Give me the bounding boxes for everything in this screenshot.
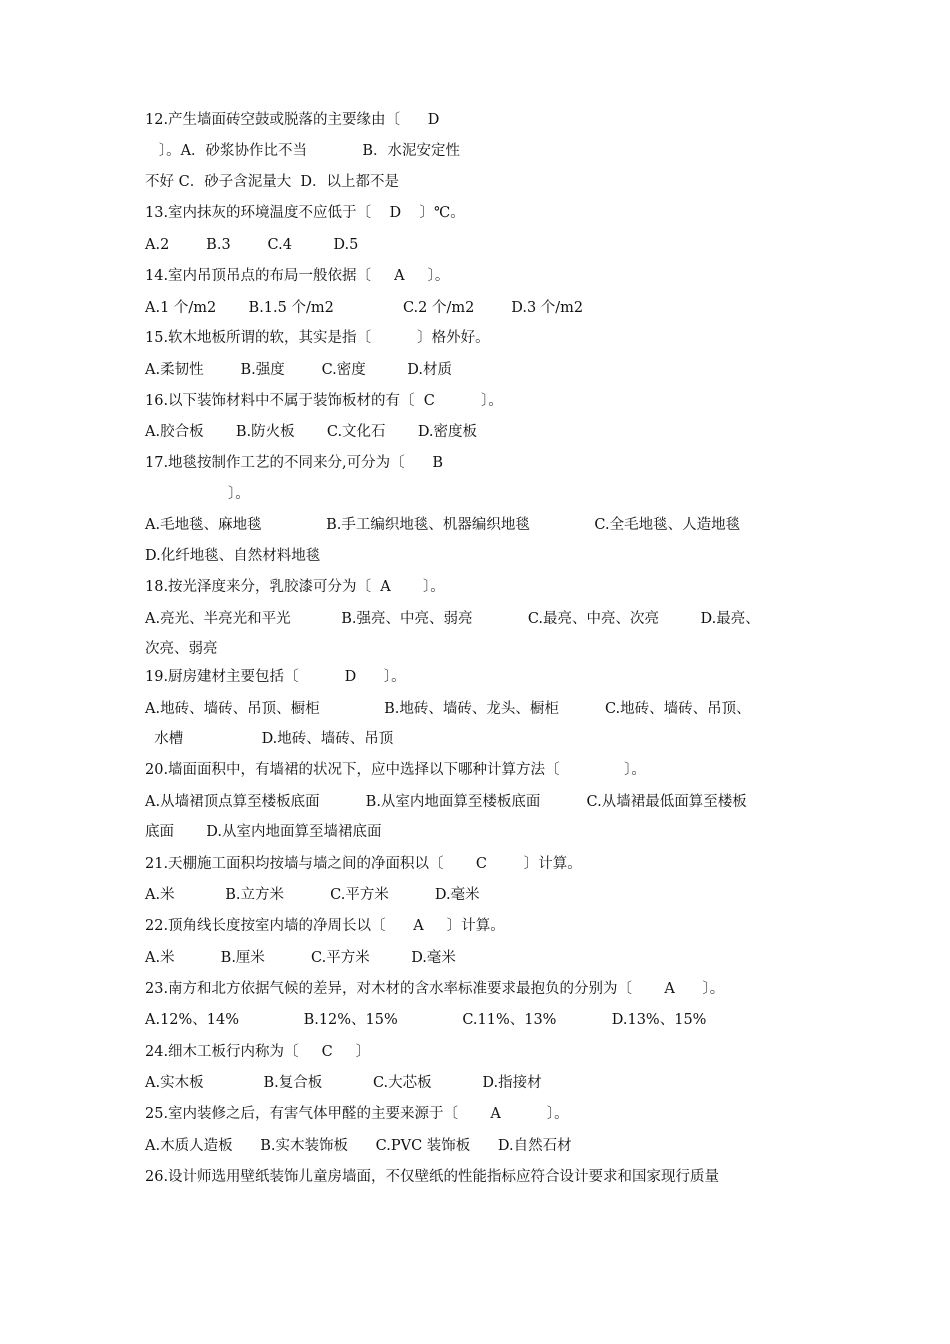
question-22-options: A.米 B.厘米 C.平方米 D.毫米 <box>145 950 456 966</box>
question-26: 26.设计师选用壁纸装饰儿童房墙面，不仅壁纸的性能指标应符合设计要求和国家现行质量 <box>145 1169 720 1185</box>
question-12-line-1: 12.产生墙面砖空鼓或脱落的主要缘由〔 D <box>145 112 440 128</box>
question-17-line-2: 〕。 <box>145 486 250 502</box>
question-19-options-line-1: A.地砖、墙砖、吊顶、橱柜 B.地砖、墙砖、龙头、橱柜 C.地砖、墙砖、吊顶、 <box>145 701 751 717</box>
question-20: 20.墙面面积中，有墙裙的状况下，应中选择以下哪种计算方法〔 〕。 <box>145 762 646 778</box>
question-24-options: A.实木板 B.复合板 C.大芯板 D.指接材 <box>145 1075 542 1091</box>
question-17-line-1: 17.地毯按制作工艺的不同来分,可分为〔 B <box>145 455 443 471</box>
question-15-options: A.柔韧性 B.强度 C.密度 D.材质 <box>145 362 452 378</box>
question-19-options-line-2: 水槽 D.地砖、墙砖、吊顶 <box>145 731 394 747</box>
question-25: 25.室内装修之后，有害气体甲醛的主要来源于〔 A 〕。 <box>145 1106 569 1122</box>
question-13-options: A.2 B.3 C.4 D.5 <box>145 237 359 253</box>
question-12-line-3: 不好 C．砂子含泥量大 D．以上都不是 <box>145 174 400 190</box>
question-24: 24.细木工板行内称为〔 C 〕 <box>145 1044 371 1060</box>
question-20-options-line-2: 底面 D.从室内地面算至墙裙底面 <box>145 824 382 840</box>
question-18-options-line-1: A.亮光、半亮光和平光 B.强亮、中亮、弱亮 C.最亮、中亮、次亮 D.最亮、 <box>145 611 760 627</box>
question-21: 21.天棚施工面积均按墙与墙之间的净面积以〔 C 〕计算。 <box>145 856 582 872</box>
question-19: 19.厨房建材主要包括〔 D 〕。 <box>145 669 406 685</box>
question-21-options: A.米 B.立方米 C.平方米 D.毫米 <box>145 887 480 903</box>
question-16-options: A.胶合板 B.防火板 C.文化石 D.密度板 <box>145 424 478 440</box>
question-17-options-line-1: A.毛地毯、麻地毯 B.手工编织地毯、机器编织地毯 C.全毛地毯、人造地毯 <box>145 517 741 533</box>
question-12-line-2: 〕。A．砂浆协作比不当 B．水泥安定性 <box>145 143 461 159</box>
question-15: 15.软木地板所谓的软，其实是指〔 〕格外好。 <box>145 330 490 346</box>
question-13: 13.室内抹灰的环境温度不应低于〔 D 〕℃。 <box>145 205 465 221</box>
question-23-options: A.12%、14% B.12%、15% C.11%、13% D.13%、15% <box>145 1012 707 1028</box>
question-25-options: A.木质人造板 B.实木装饰板 C.PVC 装饰板 D.自然石材 <box>145 1138 572 1154</box>
question-18-options-line-2: 次亮、弱亮 <box>145 641 218 657</box>
question-22: 22.顶角线长度按室内墙的净周长以〔 A 〕计算。 <box>145 918 505 934</box>
question-18: 18.按光泽度来分，乳胶漆可分为〔 A 〕。 <box>145 579 445 595</box>
question-14-options: A.1 个/m2 B.1.5 个/m2 C.2 个/m2 D.3 个/m2 <box>145 300 584 316</box>
question-20-options-line-1: A.从墙裙顶点算至楼板底面 B.从室内地面算至楼板底面 C.从墙裙最低面算至楼板 <box>145 794 747 810</box>
question-14: 14.室内吊顶吊点的布局一般依据〔 A 〕。 <box>145 268 450 284</box>
question-23: 23.南方和北方依据气候的差异，对木材的含水率标准要求最抱负的分别为〔 A 〕。 <box>145 981 725 997</box>
question-16: 16.以下装饰材料中不属于装饰板材的有〔 C 〕。 <box>145 393 503 409</box>
question-17-options-line-2: D.化纤地毯、自然材料地毯 <box>145 548 321 564</box>
